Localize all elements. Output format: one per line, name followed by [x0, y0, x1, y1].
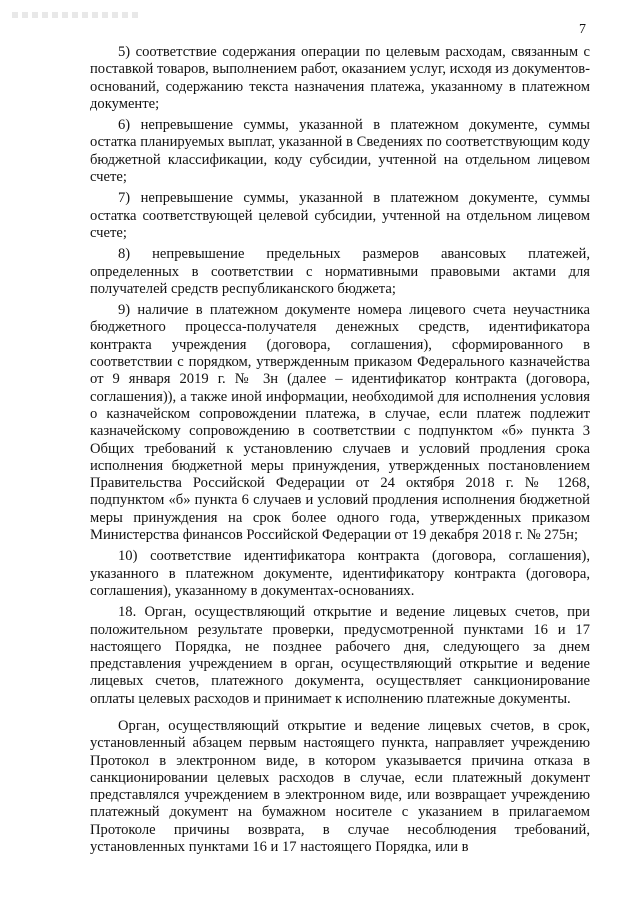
paragraph-item-8: 8) непревышение предельных размеров авансовых платежей, определенных в соответствии с нормативными правовыми актами для получателей средств республиканского бюджета; [90, 246, 590, 297]
document-body [90, 44, 590, 860]
paragraph-item-9: 9) наличие в платежном документе номера лицевого счета неучастника бюджетного процесса-получателя денежных средств, идентификатора контракта учреждения (договора, соглашения), сформированного в соответствии с порядком, утвержденным приказом Федерального казначейства от 9 января 2019 г. № 3н (далее – идентификатор контракта (договора, соглашения)), а также иной информации, необходимой для исполнения условия о казначейском сопровождении платежа, в случае, если платеж подлежит казначейскому сопровождению в соответствии с подпунктом «б» пункта 3 Общих требований к установлению случаев и условий продления срока исполнения бюджетной меры принуждения, утвержденных постановлением Правительства Российской Федерации от 24 октября 2018 г. № 1268, подпунктом «б» пункта 6 случаев и условий продления исполнения бюджетной меры принуждения на срок более одного года, утвержденных приказом Министерства финансов Российской Федерации от 19 декабря 2018 г. № 275н; [90, 302, 590, 544]
paragraph-item-5: 5) соответствие содержания операции по целевым расходам, связанным с поставкой товаров, выполнением работ, оказанием услуг, исходя из документов-оснований, содержанию текста назначения платежа, указанному в платежном документе; [90, 44, 590, 112]
page-number: 7 [579, 22, 586, 37]
paragraph-clause-18: 18. Орган, осуществляющий открытие и ведение лицевых счетов, при положительном результате проверки, предусмотренной пунктами 16 и 17 настоящего Порядка, не позднее рабочего дня, следующего за днем представления учреждением в орган, осуществляющий открытие и ведение лицевых счетов, платежного документа, осуществляет санкционирование оплаты целевых расходов и принимает к исполнению платежные документы. [90, 604, 590, 707]
paragraph-clause-18-continuation: Орган, осуществляющий открытие и ведение лицевых счетов, в срок, установленный абзацем первым настоящего пункта, направляет учреждению Протокол в электронном виде, в котором указывается причина отказа в санкционировании целевых расходов в случае, если платежный документ представлялся учреждением в электронном виде, или возвращает учреждению платежный документ на бумажном носителе с указанием в прилагаемом Протоколе причины возврата, в случае несоблюдения требований, установленных пунктами 16 и 17 настоящего Порядка, или в [90, 717, 590, 856]
paragraph-item-7: 7) непревышение суммы, указанной в платежном документе, суммы остатка соответствующей целевой субсидии, учтенной на отдельном лицевом счете; [90, 190, 590, 241]
paragraph-item-10: 10) соответствие идентификатора контракта (договора, соглашения), указанного в платежном документе, идентификатору контракта (договора, соглашения), указанному в документах-основаниях. [90, 548, 590, 599]
scan-artifact [12, 12, 142, 18]
paragraph-item-6: 6) непревышение суммы, указанной в платежном документе, суммы остатка планируемых выплат, указанной в Сведениях по соответствующим коду бюджетной классификации, коду субсидии, учтенной на отдельном лицевом счете; [90, 117, 590, 186]
